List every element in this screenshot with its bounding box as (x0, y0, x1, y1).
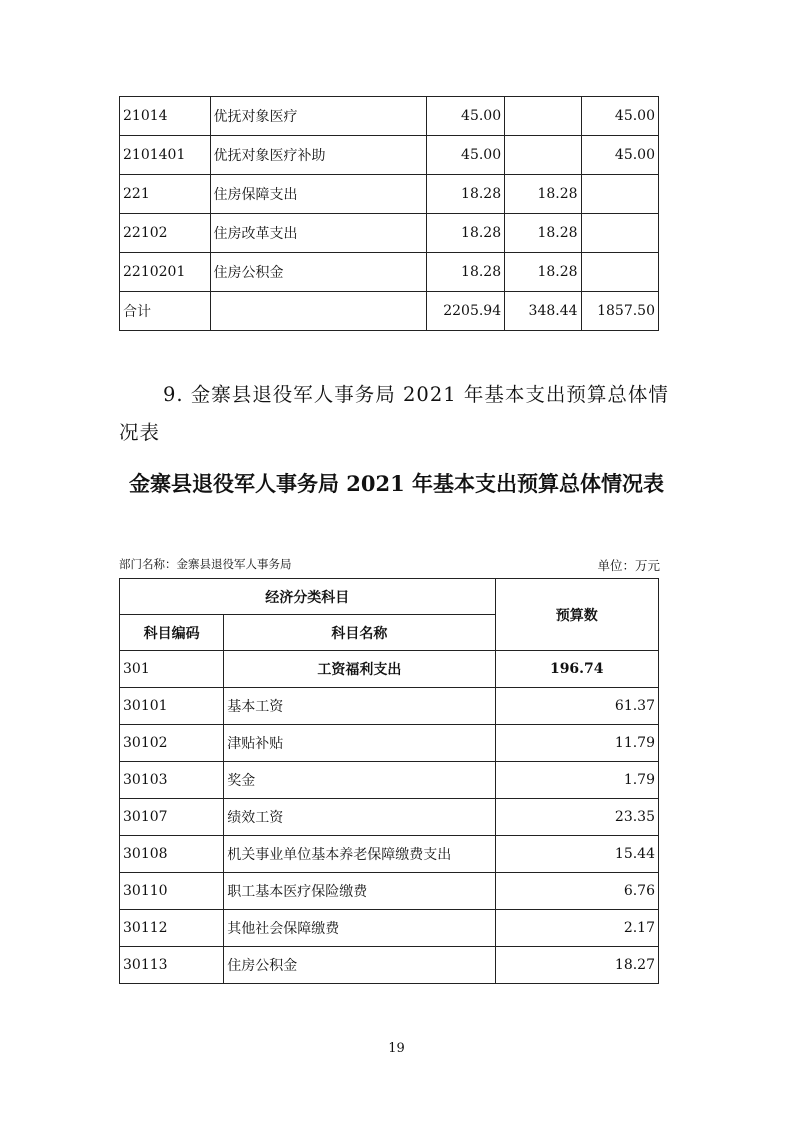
total-amount: 18.28 (426, 214, 504, 253)
expenditure-table-continued (119, 96, 659, 331)
subject-name: 住房保障支出 (210, 175, 426, 214)
subject-code: 30101 (120, 688, 224, 725)
subject-name: 优抚对象医疗补助 (210, 136, 426, 175)
total-amount: 18.28 (426, 175, 504, 214)
table-row (120, 175, 659, 214)
subject-name: 住房公积金 (210, 253, 426, 292)
total-row (120, 292, 659, 331)
budget-amount: 15.44 (495, 836, 658, 873)
page-number: 19 (388, 1041, 405, 1056)
total-amount: 2205.94 (426, 292, 504, 331)
basic-amount (505, 136, 581, 175)
unit-label: 单位：万元 (597, 558, 660, 573)
subject-code: 30102 (120, 725, 224, 762)
subject-name: 奖金 (224, 762, 495, 799)
economic-classification-header: 经济分类科目 (120, 579, 496, 615)
subject-code: 2210201 (120, 253, 211, 292)
basic-amount: 18.28 (505, 175, 581, 214)
budget-amount: 61.37 (495, 688, 658, 725)
subject-name-header: 科目名称 (224, 615, 495, 651)
department-name: 部门名称：金寨县退役军人事务局 (119, 557, 292, 571)
table-row (120, 725, 659, 762)
budget-amount-header: 预算数 (495, 579, 658, 651)
subject-code: 30112 (120, 910, 224, 947)
budget-amount: 196.74 (495, 651, 658, 688)
basic-expenditure-table (119, 578, 659, 984)
total-amount: 45.00 (426, 97, 504, 136)
subject-code: 301 (120, 651, 224, 688)
budget-amount: 6.76 (495, 873, 658, 910)
project-amount: 45.00 (581, 136, 658, 175)
table-row (120, 214, 659, 253)
subject-code: 30108 (120, 836, 224, 873)
subject-code: 30110 (120, 873, 224, 910)
subject-code: 21014 (120, 97, 211, 136)
table-row (120, 836, 659, 873)
table-row (120, 799, 659, 836)
table-row (120, 688, 659, 725)
project-amount: 1857.50 (581, 292, 658, 331)
basic-amount: 348.44 (505, 292, 581, 331)
total-amount: 18.28 (426, 253, 504, 292)
table-row (120, 947, 659, 984)
project-amount: 45.00 (581, 97, 658, 136)
subject-name: 机关事业单位基本养老保障缴费支出 (224, 836, 495, 873)
budget-amount: 23.35 (495, 799, 658, 836)
table-row (120, 97, 659, 136)
subject-name: 津贴补贴 (224, 725, 495, 762)
header-row (120, 579, 659, 615)
budget-amount: 18.27 (495, 947, 658, 984)
subject-code-header: 科目编码 (120, 615, 224, 651)
subject-name: 绩效工资 (224, 799, 495, 836)
subject-code: 30103 (120, 762, 224, 799)
table-row (120, 762, 659, 799)
subject-code: 30113 (120, 947, 224, 984)
table-row (120, 873, 659, 910)
subject-name: 职工基本医疗保险缴费 (224, 873, 495, 910)
budget-amount: 1.79 (495, 762, 658, 799)
section-heading: 9. 金寨县退役军人事务局 2021 年基本支出预算总体情况表 (119, 383, 669, 444)
table-row (120, 910, 659, 947)
project-amount (581, 214, 658, 253)
table-row (120, 136, 659, 175)
basic-amount (505, 97, 581, 136)
subject-name: 其他社会保障缴费 (224, 910, 495, 947)
project-amount (581, 253, 658, 292)
subject-code: 30107 (120, 799, 224, 836)
subject-name: 优抚对象医疗 (210, 97, 426, 136)
total-label: 合计 (120, 292, 211, 331)
subject-name: 住房改革支出 (210, 214, 426, 253)
table-row (120, 253, 659, 292)
budget-amount: 11.79 (495, 725, 658, 762)
subject-code: 221 (120, 175, 211, 214)
subject-name (210, 292, 426, 331)
total-amount: 45.00 (426, 136, 504, 175)
table-title: 金寨县退役军人事务局 2021 年基本支出预算总体情况表 (128, 471, 665, 496)
subject-name: 工资福利支出 (224, 651, 495, 688)
subject-name: 住房公积金 (224, 947, 495, 984)
subject-name: 基本工资 (224, 688, 495, 725)
basic-amount: 18.28 (505, 214, 581, 253)
subject-code: 2101401 (120, 136, 211, 175)
subject-code: 22102 (120, 214, 211, 253)
budget-amount: 2.17 (495, 910, 658, 947)
basic-amount: 18.28 (505, 253, 581, 292)
category-row (120, 651, 659, 688)
project-amount (581, 175, 658, 214)
